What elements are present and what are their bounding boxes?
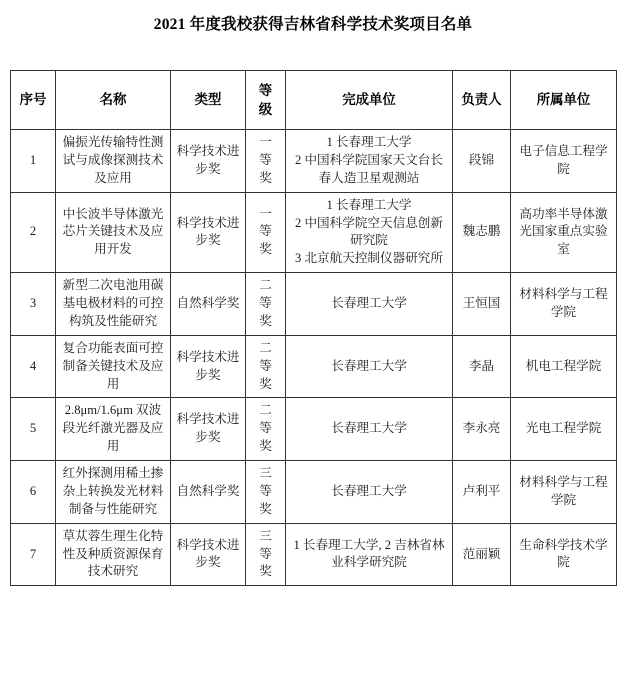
- cell-project-name: 草苁蓉生理生化特性及种质资源保育技术研究: [56, 523, 171, 586]
- table-body: [11, 130, 617, 586]
- cell-award-level-line2: 等: [259, 152, 272, 167]
- cell-award-level-line2: 等: [259, 224, 272, 239]
- cell-award-type: 科学技术进步奖: [171, 130, 246, 193]
- table-row: [11, 461, 617, 524]
- cell-award-level-line2: 等: [259, 483, 272, 498]
- column-header-type: 类型: [171, 71, 246, 130]
- cell-completing-unit: 1 长春理工大学, 2 吉林省林业科学研究院: [286, 523, 453, 586]
- cell-person-in-charge: 范丽颖: [453, 523, 511, 586]
- cell-award-level-line1: 二: [259, 278, 272, 293]
- column-header-dept: 所属单位: [511, 71, 617, 130]
- cell-award-level: [246, 398, 286, 461]
- table-row: [11, 335, 617, 398]
- cell-affiliated-dept: 生命科学技术学院: [511, 523, 617, 586]
- cell-award-type: 科学技术进步奖: [171, 192, 246, 273]
- column-header-no: 序号: [11, 71, 56, 130]
- table-row: [11, 523, 617, 586]
- cell-award-level-line3: 奖: [259, 170, 272, 185]
- cell-affiliated-dept: 材料科学与工程学院: [511, 273, 617, 336]
- cell-award-level-line2: 等: [259, 358, 272, 373]
- cell-affiliated-dept: 机电工程学院: [511, 335, 617, 398]
- column-header-owner: 负责人: [453, 71, 511, 130]
- cell-award-level: [246, 192, 286, 273]
- cell-serial-number: 3: [11, 273, 56, 336]
- cell-project-name: 2.8μm/1.6μm 双波段光纤激光器及应用: [56, 398, 171, 461]
- cell-completing-unit: 长春理工大学: [286, 398, 453, 461]
- column-header-level-line1: 等: [258, 82, 273, 98]
- cell-project-name: 偏振光传输特性测试与成像探测技术及应用: [56, 130, 171, 193]
- cell-completing-unit: 长春理工大学: [286, 273, 453, 336]
- cell-serial-number: 6: [11, 461, 56, 524]
- cell-award-level-line3: 奖: [259, 439, 272, 454]
- table-header: [11, 71, 617, 130]
- cell-award-type: 科学技术进步奖: [171, 523, 246, 586]
- table-row: [11, 192, 617, 273]
- cell-person-in-charge: 李永亮: [453, 398, 511, 461]
- cell-award-type: 自然科学奖: [171, 461, 246, 524]
- cell-affiliated-dept: 高功率半导体激光国家重点实验室: [511, 192, 617, 273]
- cell-award-level: [246, 130, 286, 193]
- cell-completing-unit: 长春理工大学: [286, 461, 453, 524]
- cell-award-level-line1: 二: [259, 403, 272, 418]
- cell-award-level-line3: 奖: [259, 501, 272, 516]
- cell-award-level-line1: 三: [259, 528, 272, 543]
- cell-project-name: 中长波半导体激光芯片关键技术及应用开发: [56, 192, 171, 273]
- cell-award-level-line1: 一: [259, 206, 272, 221]
- cell-award-level-line1: 二: [259, 340, 272, 355]
- cell-serial-number: 5: [11, 398, 56, 461]
- cell-award-type: 科学技术进步奖: [171, 398, 246, 461]
- cell-serial-number: 4: [11, 335, 56, 398]
- cell-award-level-line1: 一: [259, 135, 272, 149]
- cell-project-name: 红外探测用稀土掺杂上转换发光材料制备与性能研究: [56, 461, 171, 524]
- page-title: 2021 年度我校获得吉林省科学技术奖项目名单: [153, 16, 473, 33]
- cell-award-level-line3: 奖: [259, 313, 272, 328]
- table-row: [11, 273, 617, 336]
- table-header-row: [11, 71, 617, 130]
- cell-award-level-line2: 等: [259, 546, 272, 561]
- cell-award-level: [246, 523, 286, 586]
- column-header-unit: 完成单位: [286, 71, 453, 130]
- cell-award-level-line2: 等: [259, 421, 272, 436]
- table-row: [11, 398, 617, 461]
- cell-person-in-charge: 卢利平: [453, 461, 511, 524]
- cell-project-name: 复合功能表面可控制备关键技术及应用: [56, 335, 171, 398]
- column-header-name: 名称: [56, 71, 171, 130]
- cell-affiliated-dept: 材料科学与工程学院: [511, 461, 617, 524]
- cell-award-type: 科学技术进步奖: [171, 335, 246, 398]
- table-row: [11, 130, 617, 193]
- cell-completing-unit: 1 长春理工大学 2 中国科学院空天信息创新研究院 3 北京航天控制仪器研究所: [286, 192, 453, 273]
- cell-person-in-charge: 李晶: [453, 335, 511, 398]
- cell-award-level: [246, 273, 286, 336]
- cell-award-level-line3: 奖: [259, 376, 272, 391]
- column-header-level-line2: 级: [258, 102, 273, 117]
- award-table-wrapper: [10, 70, 616, 586]
- cell-person-in-charge: 王恒国: [453, 273, 511, 336]
- column-header-level: [246, 71, 286, 130]
- cell-serial-number: 7: [11, 523, 56, 586]
- cell-award-level: [246, 335, 286, 398]
- cell-completing-unit: 1 长春理工大学 2 中国科学院国家天文台长春人造卫星观测站: [286, 130, 453, 193]
- award-table: [10, 70, 617, 586]
- cell-person-in-charge: 魏志鹏: [453, 192, 511, 273]
- cell-award-level-line3: 奖: [259, 564, 272, 579]
- cell-serial-number: 2: [11, 192, 56, 273]
- cell-award-type: 自然科学奖: [171, 273, 246, 336]
- cell-award-level-line1: 三: [259, 466, 272, 480]
- cell-award-level-line3: 奖: [259, 242, 272, 257]
- cell-affiliated-dept: 光电工程学院: [511, 398, 617, 461]
- cell-award-level-line2: 等: [259, 296, 272, 310]
- cell-serial-number: 1: [11, 130, 56, 193]
- cell-project-name: 新型二次电池用碳基电极材料的可控构筑及性能研究: [56, 273, 171, 336]
- cell-person-in-charge: 段锦: [453, 130, 511, 193]
- cell-completing-unit: 长春理工大学: [286, 335, 453, 398]
- cell-affiliated-dept: 电子信息工程学院: [511, 130, 617, 193]
- cell-award-level: [246, 461, 286, 524]
